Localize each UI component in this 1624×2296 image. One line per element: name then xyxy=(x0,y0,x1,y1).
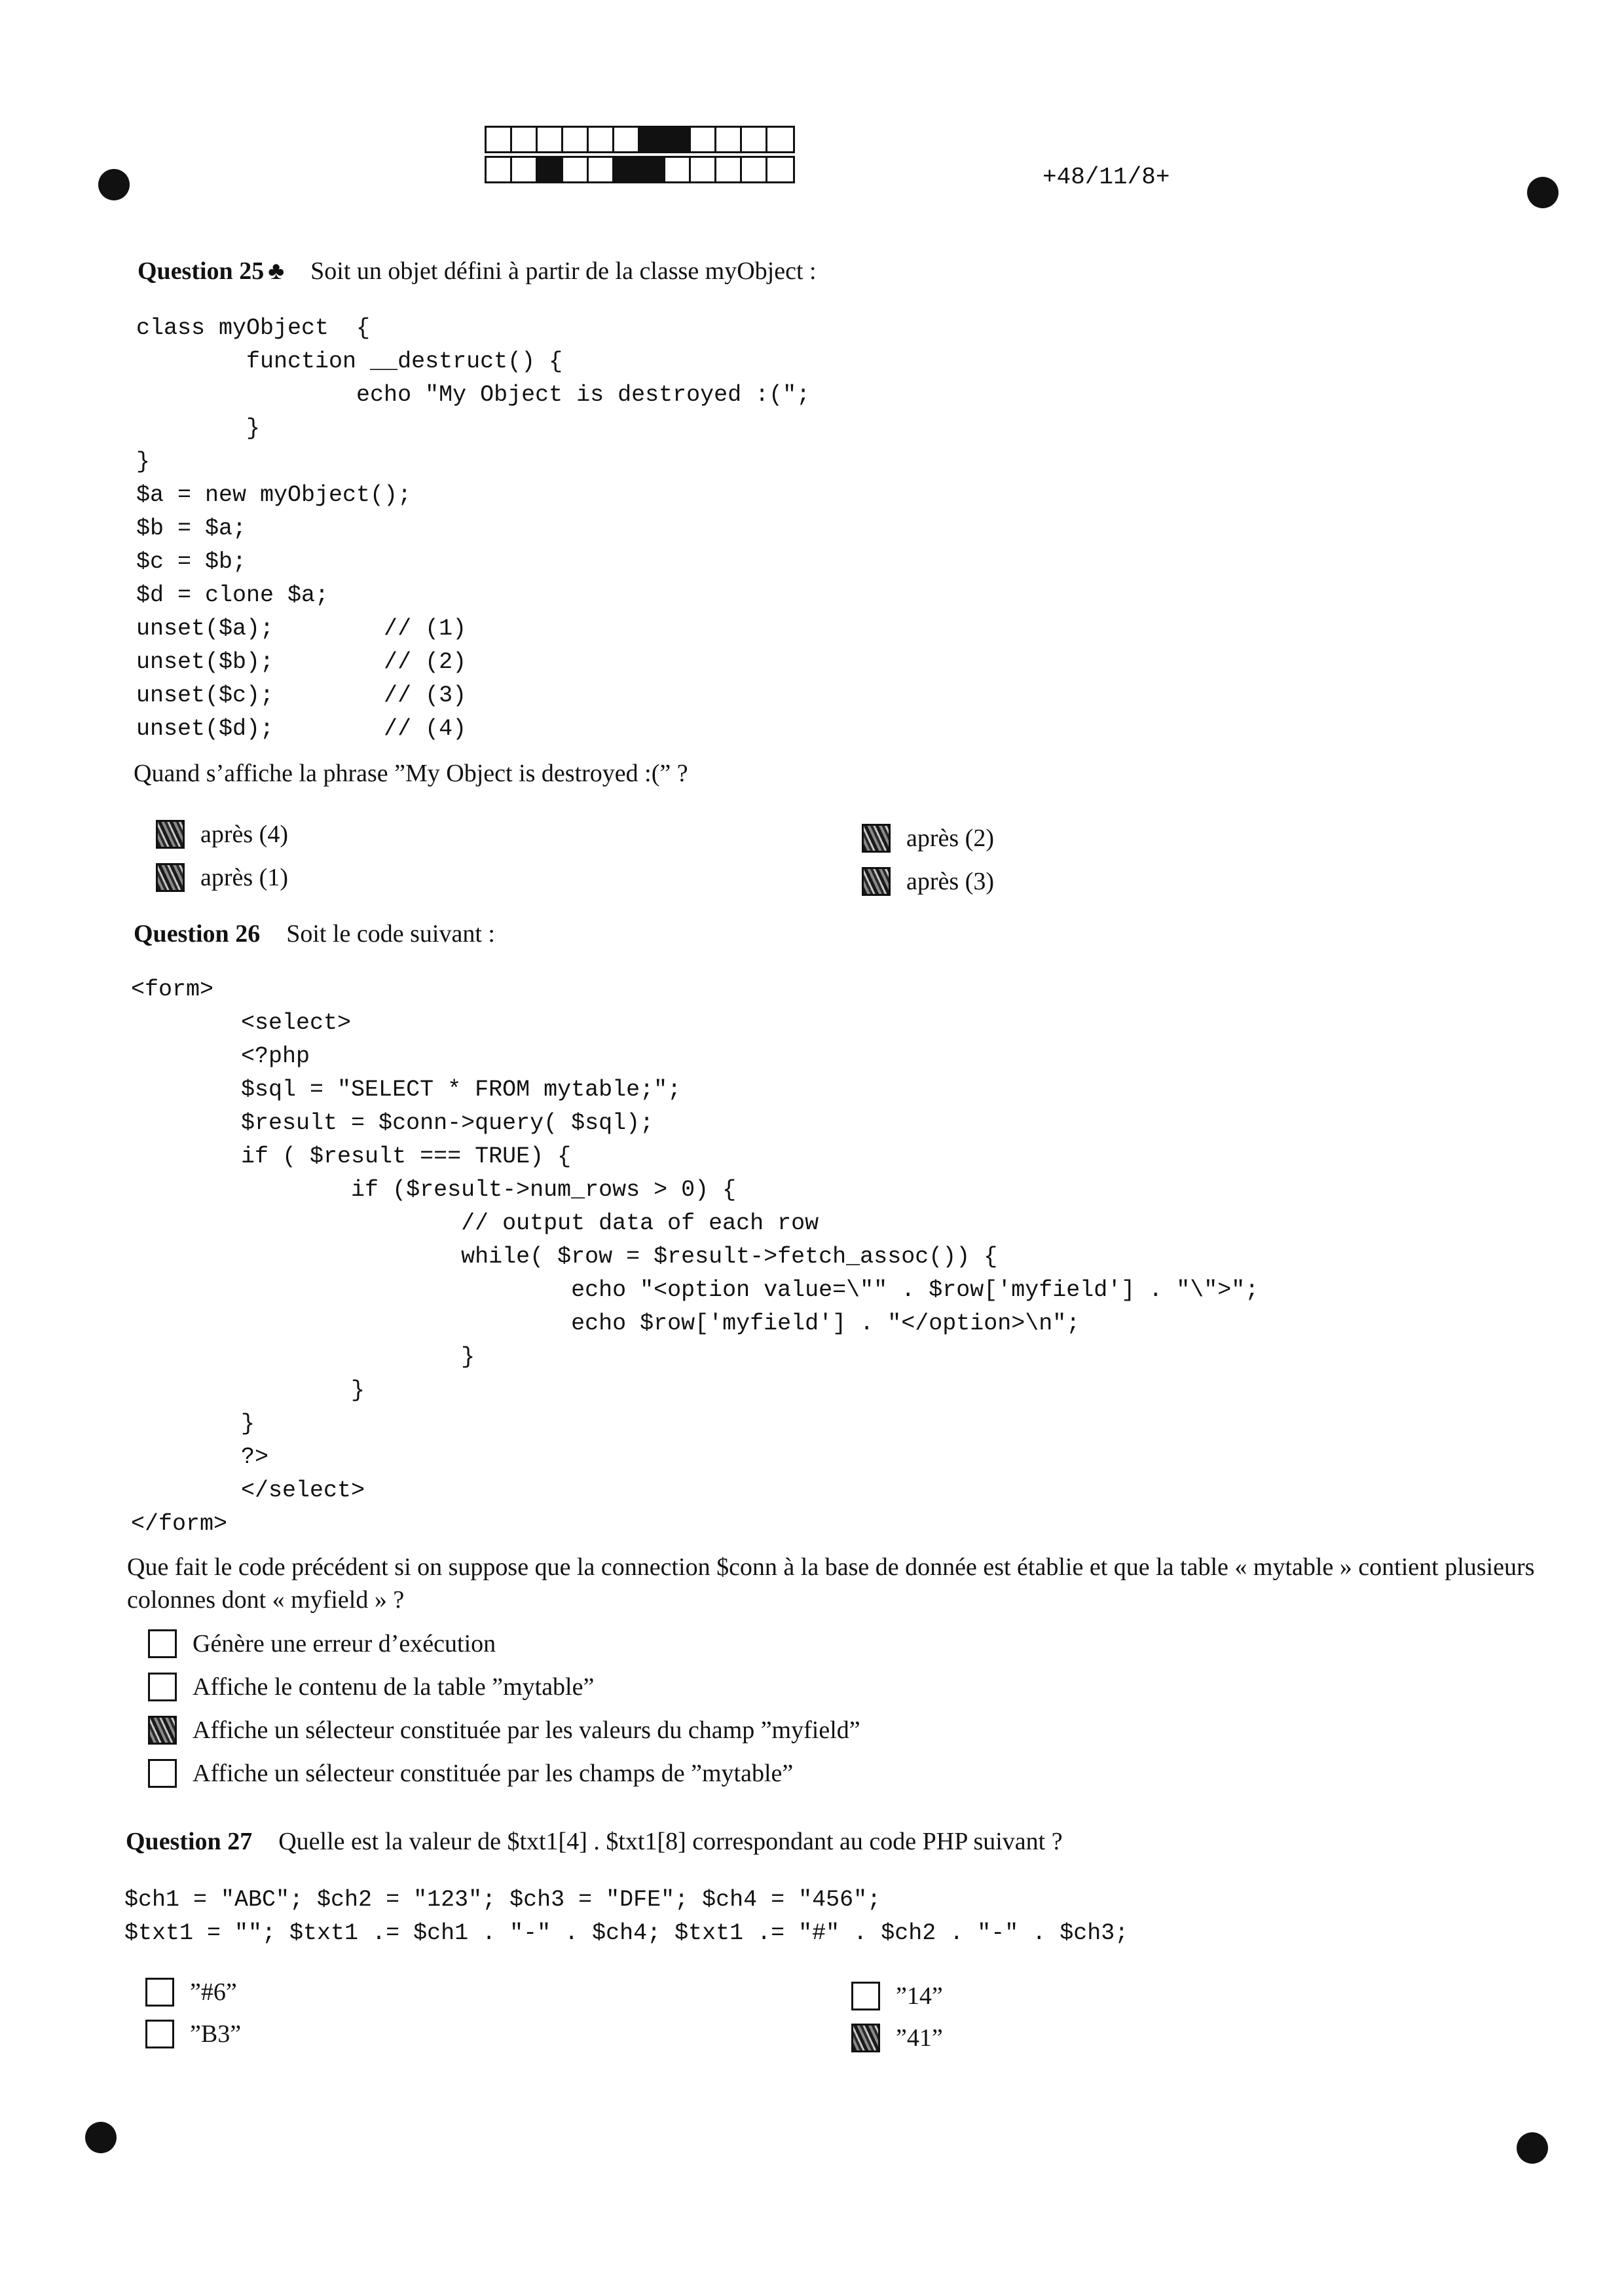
barcode-cell xyxy=(589,128,614,151)
option-label: ”41” xyxy=(896,2024,943,2052)
question-27-number: Question 27 xyxy=(126,1828,253,1855)
question-26-option-4[interactable] xyxy=(148,1759,793,1788)
checkbox[interactable] xyxy=(145,1978,174,2007)
checkbox[interactable] xyxy=(862,867,891,896)
checkbox[interactable] xyxy=(148,1759,177,1788)
barcode-row-1 xyxy=(485,126,795,153)
option-label: après (2) xyxy=(906,824,994,852)
club-icon: ♣ xyxy=(268,257,285,285)
option-label: après (1) xyxy=(200,864,288,891)
checkbox[interactable] xyxy=(851,2024,880,2052)
barcode-cell xyxy=(614,128,640,151)
barcode-cell xyxy=(691,128,716,151)
question-25-question: Quand s’affiche la phrase ”My Object is destroyed :(” ? xyxy=(134,760,688,787)
registration-mark-bottom-right xyxy=(1517,2132,1548,2164)
registration-mark-top-left xyxy=(98,169,130,200)
barcode-cell xyxy=(716,128,742,151)
question-26-number: Question 26 xyxy=(134,920,261,948)
question-27-header xyxy=(126,1827,1063,1856)
checkbox[interactable] xyxy=(851,1982,880,2010)
question-26-question: Que fait le code précédent si on suppose que la connection $conn à la base de donnée est établie et que la table « mytable » contient plusieurs colonnes dont « myfield » ? xyxy=(127,1553,1535,1614)
option-label: après (3) xyxy=(906,868,994,895)
checkbox[interactable] xyxy=(148,1673,177,1701)
option-label: Affiche un sélecteur constituée par les valeurs du champ ”myfield” xyxy=(193,1716,860,1744)
checkbox[interactable] xyxy=(156,863,185,892)
barcode-cell xyxy=(665,128,691,151)
barcode-cell xyxy=(716,158,742,181)
question-26-code: <form> <select> <?php $sql = "SELECT * FROM mytable;"; $result = $conn->query( $sql); if ( $result === TRUE) { if ($result->num_rows > 0) { // output data of each row while( $row = $result->fetch_assoc()) { echo "<option value=\"" . $row['myfield'] . "\">"; echo $row['myfield'] . "</option>\n"; } } } ?> </select> </form> xyxy=(131,976,1259,1537)
barcode-cell xyxy=(665,158,691,181)
question-27-option-1[interactable] xyxy=(145,1978,237,2007)
barcode-cell xyxy=(614,158,640,181)
question-25-option-4[interactable] xyxy=(862,867,994,896)
question-26-header xyxy=(134,919,495,948)
question-27-option-3[interactable] xyxy=(851,1982,943,2010)
checkbox[interactable] xyxy=(862,824,891,853)
barcode-cell xyxy=(742,128,767,151)
question-26-option-2[interactable] xyxy=(148,1673,594,1701)
option-label: après (4) xyxy=(200,821,288,848)
question-27-prompt: Quelle est la valeur de $txt1[4] . $txt1[8] correspondant au code PHP suivant ? xyxy=(278,1828,1063,1855)
barcode-cell xyxy=(512,128,538,151)
barcode-cell xyxy=(589,158,614,181)
barcode-cell xyxy=(512,158,538,181)
question-27-code: $ch1 = "ABC"; $ch2 = "123"; $ch3 = "DFE"; $ch4 = "456"; $txt1 = ""; $txt1 .= $ch1 . "-" . $ch4; $txt1 .= "#" . $ch2 . "-" . $ch3; xyxy=(124,1887,1129,1946)
barcode-cell xyxy=(691,158,716,181)
barcode-cell xyxy=(640,158,665,181)
checkbox[interactable] xyxy=(145,2020,174,2048)
question-27-option-2[interactable] xyxy=(145,2020,241,2048)
question-26-option-1[interactable] xyxy=(148,1629,496,1658)
registration-mark-bottom-left xyxy=(85,2122,117,2153)
option-label: Affiche le contenu de la table ”mytable” xyxy=(193,1673,595,1701)
barcode-cell xyxy=(767,128,793,151)
barcode-row-2 xyxy=(485,156,795,183)
exam-id-code: +48/11/8+ xyxy=(1043,164,1170,191)
question-25-number: Question 25 ♣ xyxy=(138,257,285,285)
question-25-option-2[interactable] xyxy=(156,863,288,892)
barcode-cell xyxy=(487,128,512,151)
question-25-option-3[interactable] xyxy=(862,824,994,853)
option-label: ”#6” xyxy=(190,1978,237,2006)
option-label: Affiche un sélecteur constituée par les champs de ”mytable” xyxy=(193,1760,794,1787)
barcode-cell xyxy=(487,158,512,181)
barcode-cell xyxy=(563,158,589,181)
question-25-option-1[interactable] xyxy=(156,820,288,849)
checkbox[interactable] xyxy=(148,1629,177,1658)
option-label: Génère une erreur d’exécution xyxy=(193,1630,496,1657)
question-25-code: class myObject { function __destruct() { echo "My Object is destroyed :("; } } $a = new myObject(); $b = $a; $c = $b; $d = clone $a; unset($a); // (1) unset($b); // (2) unset($c); // (3) unset($d); // (4) xyxy=(136,315,811,742)
barcode-cell xyxy=(742,158,767,181)
question-25-prompt: Soit un objet défini à partir de la classe myObject : xyxy=(310,257,817,285)
option-label: ”14” xyxy=(896,1982,943,2010)
question-26-prompt: Soit le code suivant : xyxy=(286,920,495,948)
question-26-option-3[interactable] xyxy=(148,1716,860,1745)
checkbox[interactable] xyxy=(148,1716,177,1745)
question-27-option-4[interactable] xyxy=(851,2024,943,2052)
barcode-cell xyxy=(538,158,563,181)
checkbox[interactable] xyxy=(156,820,185,849)
barcode-cell xyxy=(640,128,665,151)
barcode-cell xyxy=(563,128,589,151)
registration-mark-top-right xyxy=(1527,177,1559,208)
barcode-cell xyxy=(767,158,793,181)
option-label: ”B3” xyxy=(190,2020,242,2048)
question-25-header xyxy=(138,257,817,286)
barcode-cell xyxy=(538,128,563,151)
